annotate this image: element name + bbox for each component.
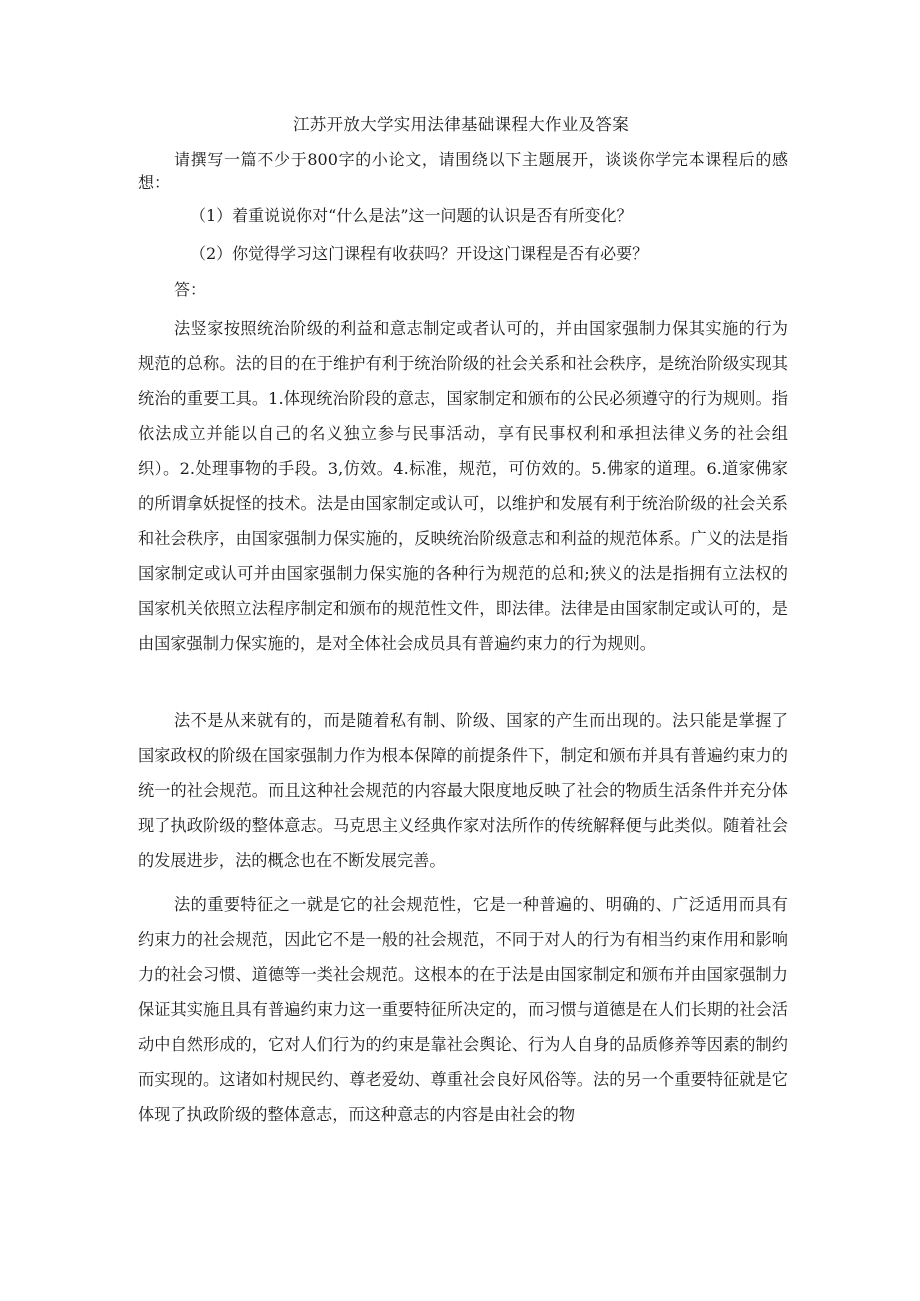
answer-paragraph-1: 法竖家按照统治阶级的利益和意志制定或者认可的，并由国家强制力保其实施的行为规范的总称。法的目的在于维护有利于统治阶级的社会关系和社会秩序，是统治阶级实现其统治的重要工具。1.体现统治阶段的意志，国家制定和颁布的公民必须遵守的行为规则。指依法成立并能以自己的名义独立参与民事活动，享有民事权利和承担法律义务的社会组织）。2.处理事物的手段。3,仿效。4.标准，规范，可仿效的。5.佛家的道理。6.道家佛家的所谓拿妖捉怪的技术。法是由国家制定或认可，以维护和发展有利于统治阶级的社会关系和社会秩序，由国家强制力保实施的，反映统治阶级意志和利益的规范体系。广义的法是指国家制定或认可并由国家强制力保实施的各种行为规范的总和;狭义的法是指拥有立法权的国家机关依照立法程序制定和颁布的规范性文件，即法律。法律是由国家制定或认可的，是由国家强制力保实施的，是对全体社会成员具有普遍约束力的行为规则。 <box>138 319 788 653</box>
answer-label: 答： <box>174 280 207 299</box>
question-2: （2）你觉得学习这门课程有收获吗？开设这门课程是否有必要？ <box>190 244 649 263</box>
answer-paragraph-2: 法不是从来就有的，而是随着私有制、阶级、国家的产生而出现的。法只能是掌握了国家政权的阶级在国家强制力作为根本保障的前提条件下，制定和颁布并具有普遍约束力的统一的社会规范。而且这种社会规范的内容最大限度地反映了社会的物质生活条件并充分体现了执政阶级的整体意志。马克思主义经典作家对法所作的传统解释便与此类似。随着社会的发展进步，法的概念也在不断发展完善。 <box>138 711 788 870</box>
assignment-prompt: 请撰写一篇不少于800字的小论文，请围绕以下主题展开，谈谈你学完本课程后的感想： <box>138 150 788 192</box>
document-title: 江苏开放大学实用法律基础课程大作业及答案 <box>293 115 629 134</box>
answer-paragraph-3: 法的重要特征之一就是它的社会规范性，它是一种普遍的、明确的、广泛适用而具有约束力的社会规范，因此它不是一般的社会规范，不同于对人的行为有相当约束作用和影响力的社会习惯、道德等一类社会规范。这根本的在于法是由国家制定和颁布并由国家强制力保证其实施且具有普遍约束力这一重要特征所决定的，而习惯与道德是在人们长期的社会活动中自然形成的，它对人们行为的约束是靠社会舆论、行为人自身的品质修养等因素的制约而实现的。这诸如村规民约、尊老爱幼、尊重社会良好风俗等。法的另一个重要特征就是它体现了执政阶级的整体意志，而这种意志的内容是由社会的物 <box>138 895 788 1124</box>
question-1: （1）着重说说你对“什么是法”这一问题的认识是否有所变化？ <box>190 206 633 225</box>
